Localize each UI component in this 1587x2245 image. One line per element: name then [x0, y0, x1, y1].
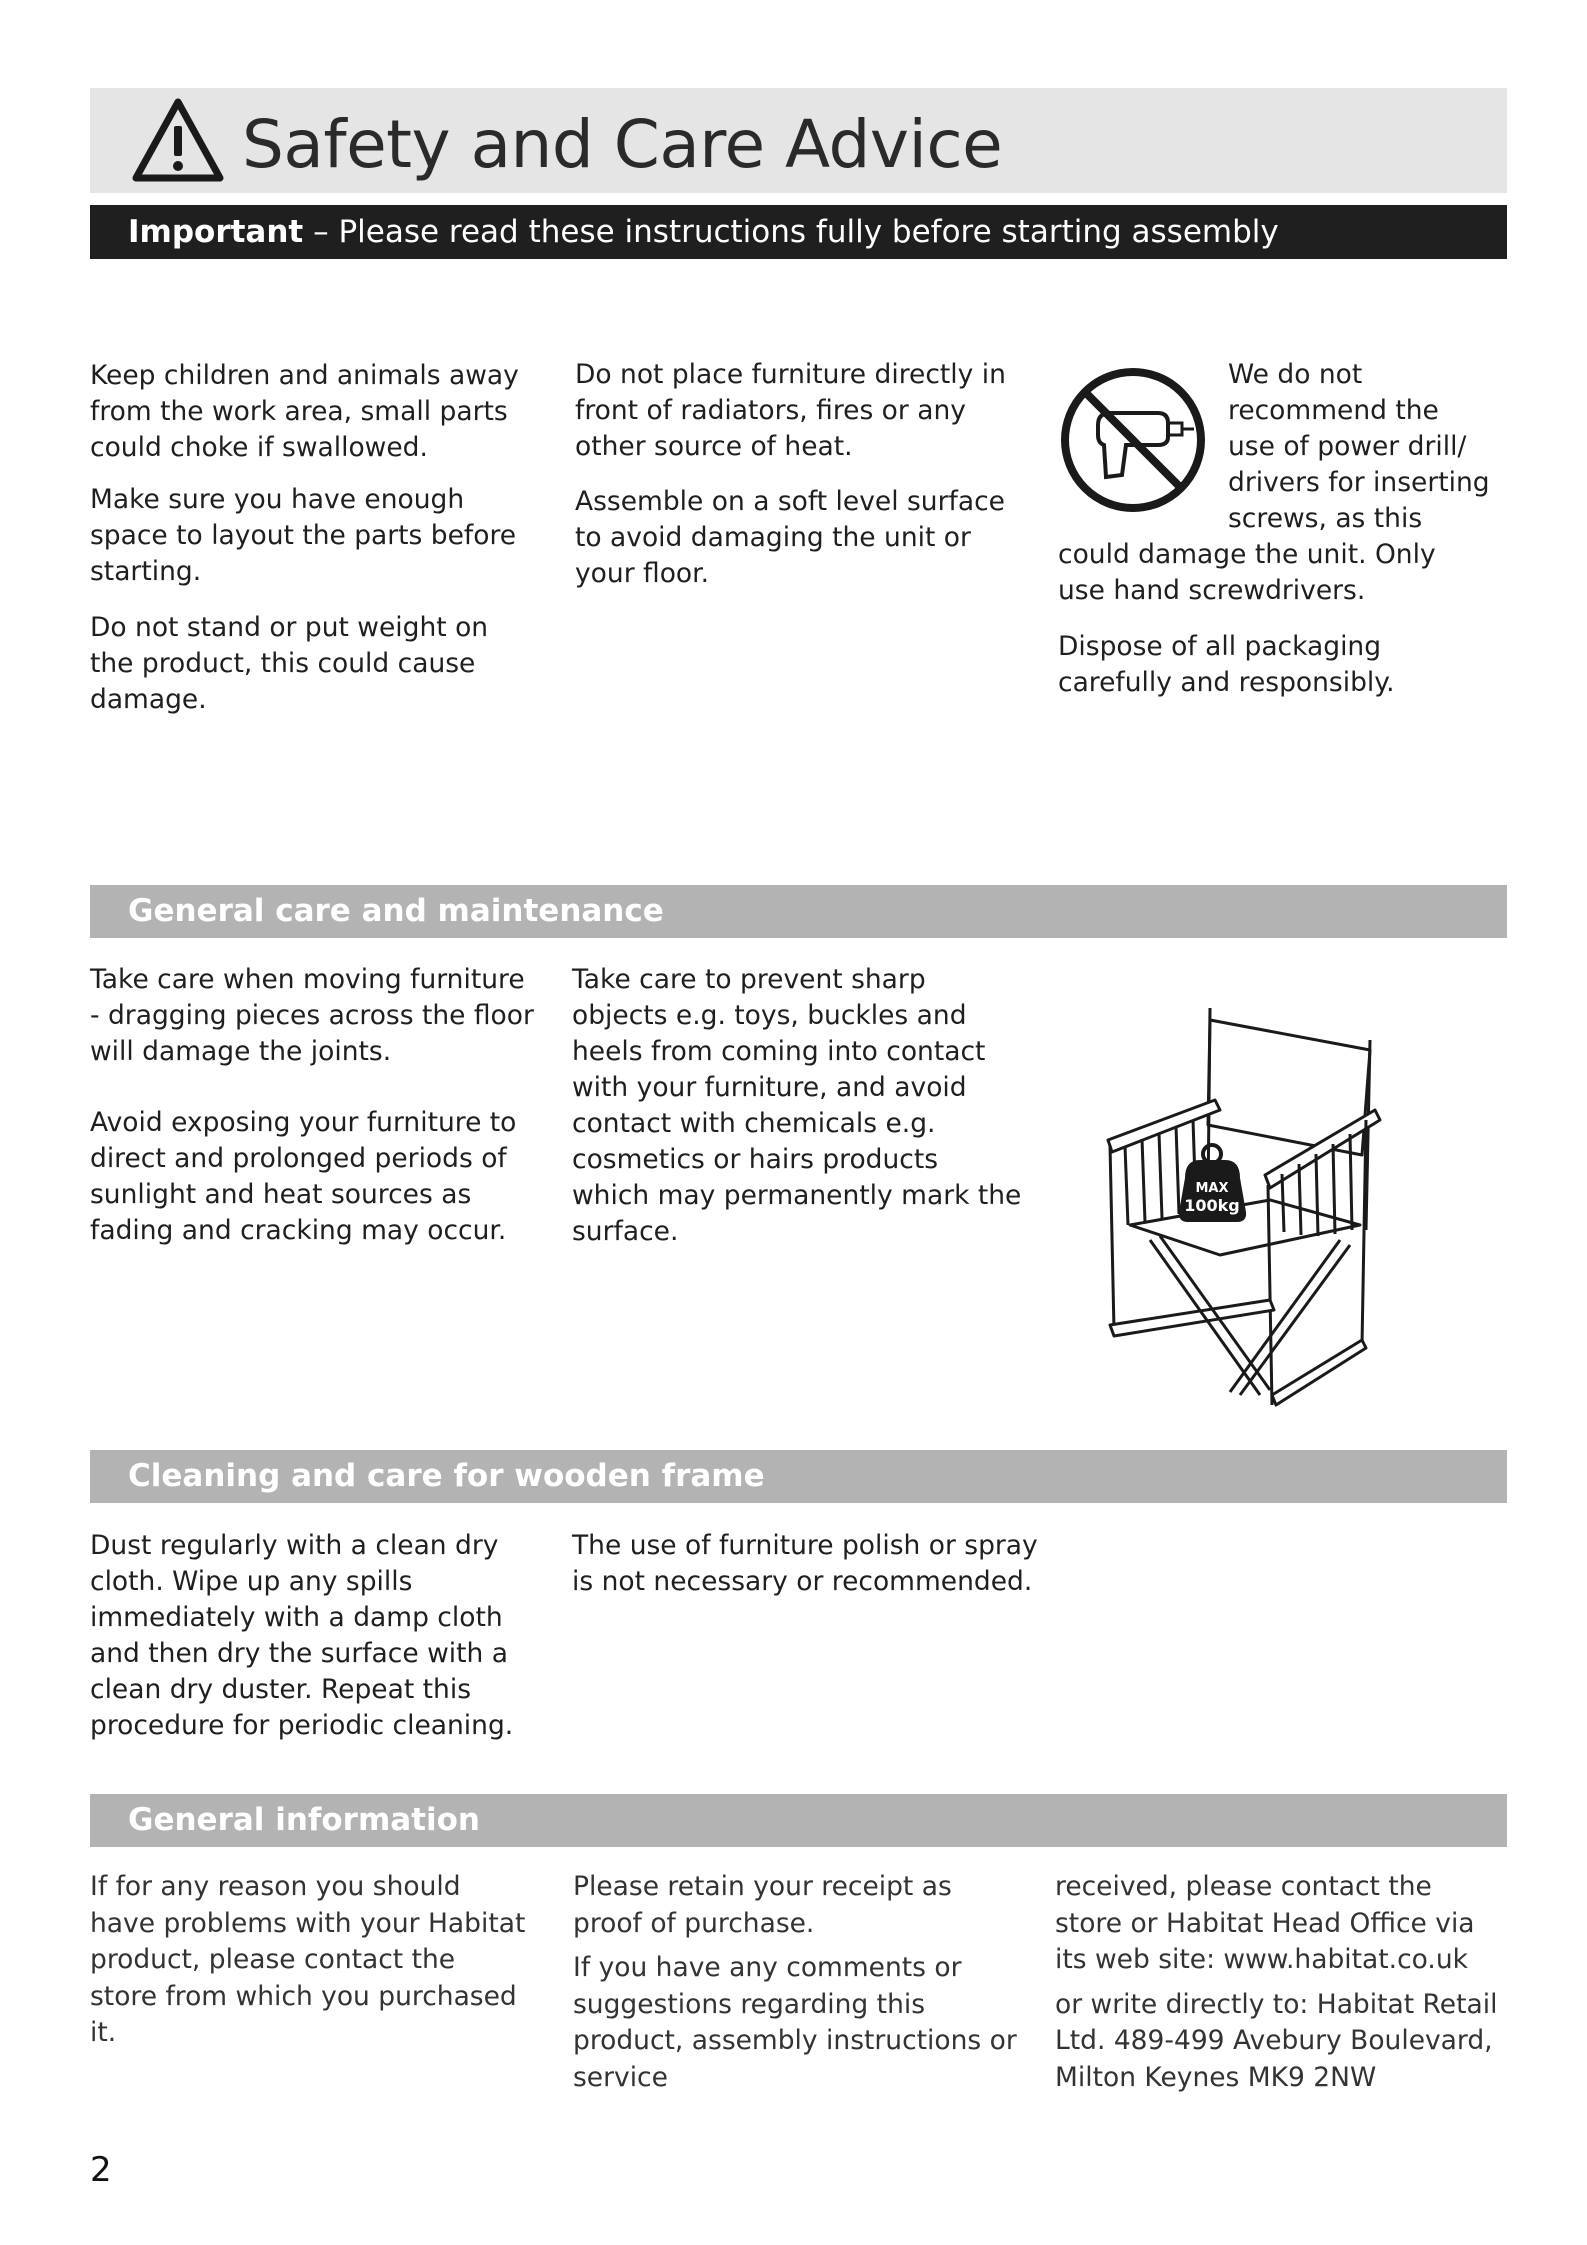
section-heading: Cleaning and care for wooden frame	[128, 1458, 765, 1494]
important-text: – Please read these instructions fully before starting assembly	[303, 214, 1279, 250]
warning-triangle-icon	[130, 96, 226, 184]
section-header-cleaning	[90, 1450, 1507, 1503]
info-paragraph: If you have any comments or suggestions regarding this product, assembly instructions or service	[573, 1952, 1017, 2093]
info-paragraph: or write directly to: Habitat Retail Ltd. 489-499 Avebury Boulevard, Milton Keynes MK9 2NW	[1055, 1988, 1498, 2093]
director-chair-illustration	[1090, 1000, 1390, 1420]
important-label: Important	[128, 214, 304, 250]
important-notice	[128, 205, 1279, 259]
safety-column-2	[575, 357, 1015, 592]
general-care-column-1	[90, 962, 540, 1249]
no-power-drill-icon	[1058, 365, 1208, 515]
max-label: MAX	[1195, 1181, 1229, 1196]
section-heading: General care and maintenance	[128, 893, 664, 929]
cleaning-paragraph: The use of furniture polish or spray is not necessary or recommended.	[572, 1530, 1038, 1597]
safety-column-1	[90, 358, 530, 718]
info-paragraph: If for any reason you should have problems with your Habitat product, please contact the store from which you purchased it.	[90, 1871, 526, 2048]
section-header-general-care	[90, 885, 1507, 938]
cleaning-paragraph: Dust regularly with a clean dry cloth. Wipe up any spills immediately with a damp cloth and then dry the surface with a clean dry duster. Repeat this procedure for periodic cleaning.	[90, 1530, 514, 1741]
general-info-column-2	[573, 1869, 1023, 2096]
general-info-column-3	[1055, 1869, 1505, 2096]
important-banner	[90, 205, 1507, 259]
info-paragraph: Please retain your receipt as proof of purchase.	[573, 1871, 952, 1939]
weight-label: 100kg	[1184, 1196, 1240, 1215]
care-paragraph: Take care when moving furniture - dragging pieces across the floor will damage the joints.	[90, 964, 534, 1067]
safety-paragraph: We do not recommend the use of power drill/ drivers for inserting screws, as this could damage the unit. Only use hand screwdrivers.	[1058, 359, 1490, 606]
care-paragraph: Avoid exposing your furniture to direct and prolonged periods of sunlight and heat sources as fading and cracking may occur.	[90, 1107, 517, 1246]
info-paragraph: received, please contact the store or Habitat Head Office via its web site: www.habitat.co.uk	[1055, 1871, 1475, 1975]
safety-paragraph: Keep children and animals away from the work area, small parts could choke if swallowed.	[90, 360, 519, 463]
safety-paragraph: Assemble on a soft level surface to avoid damaging the unit or your floor.	[575, 486, 1005, 589]
general-care-column-2	[572, 962, 1022, 1250]
section-header-general-info	[90, 1794, 1507, 1847]
max-weight-badge	[1179, 1145, 1246, 1222]
care-paragraph: Take care to prevent sharp objects e.g. toys, buckles and heels from coming into contact with your furniture, and avoid contact with chemicals e.g. cosmetics or hairs products which may permanently mark the surface.	[572, 964, 1022, 1247]
page-title: Safety and Care Advice	[242, 106, 1003, 183]
section-heading: General information	[128, 1802, 480, 1838]
safety-paragraph: Do not stand or put weight on the product, this could cause damage.	[90, 612, 489, 715]
cleaning-column-1	[90, 1528, 545, 1744]
safety-paragraph: Dispose of all packaging carefully and responsibly.	[1058, 631, 1395, 698]
safety-paragraph: Make sure you have enough space to layout the parts before starting.	[90, 484, 517, 587]
safety-column-3	[1058, 357, 1490, 701]
cleaning-column-2	[572, 1528, 1042, 1600]
safety-paragraph: Do not place furniture directly in front of radiators, fires or any other source of heat.	[575, 359, 1006, 462]
general-info-column-1	[90, 1869, 530, 2052]
page-number: 2	[90, 2150, 112, 2190]
